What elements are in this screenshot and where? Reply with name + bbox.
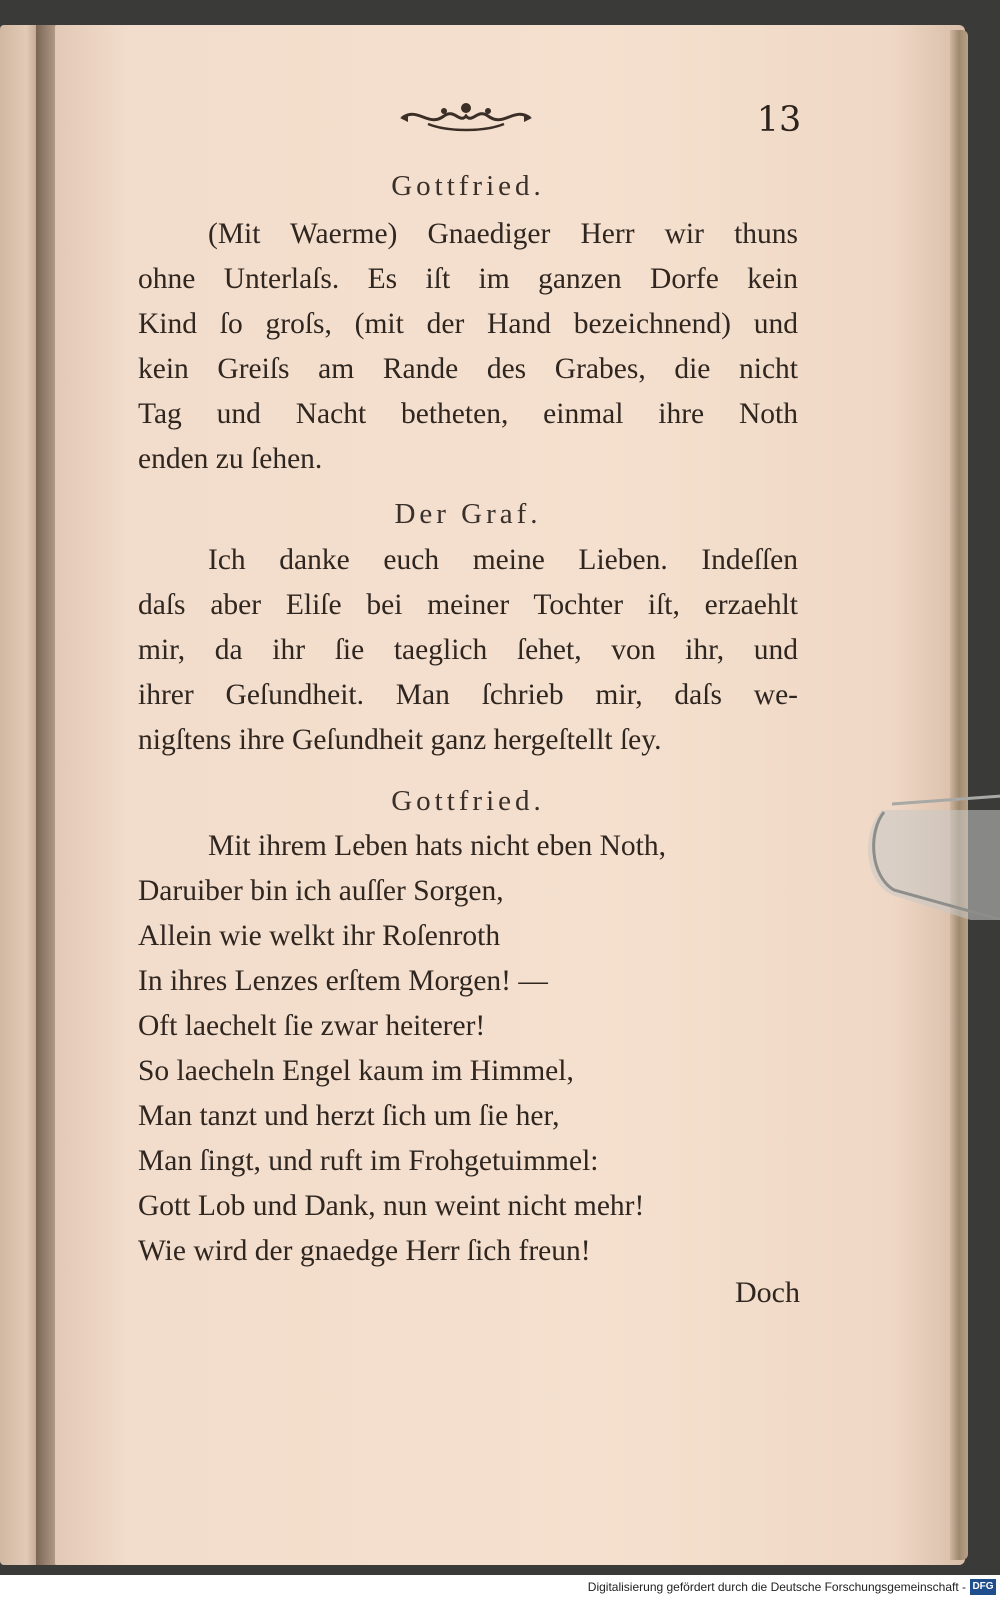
verse-line: So laecheln Engel kaum im Himmel, xyxy=(138,1055,574,1087)
text-line: Ich danke euch meine Lieben. Indeſſen xyxy=(208,544,798,576)
text-line: nigſtens ihre Geſundheit ganz hergeſtellt ſey. xyxy=(138,724,662,756)
text-line: daſs aber Eliſe bei meiner Tochter iſt, erzaehlt xyxy=(138,589,798,621)
text-line: ohne Unterlaſs. Es iſt im ganzen Dorfe kein xyxy=(138,263,798,295)
text-line: (Mit Waerme) Gnaediger Herr wir thuns xyxy=(208,218,798,250)
speaker-heading: Gottfried. xyxy=(391,170,545,202)
verse-line: Mit ihrem Leben hats nicht eben Noth, xyxy=(208,830,666,862)
speaker-heading: Gottfried. xyxy=(391,785,545,817)
page-number: 13 xyxy=(756,100,802,140)
verse-line: Man tanzt und herzt ſich um ſie her, xyxy=(138,1100,560,1132)
dfg-logo: DFG xyxy=(970,1579,996,1595)
verse-line: Man ſingt, und ruft im Frohgetuimmel: xyxy=(138,1145,599,1177)
verse-line: In ihres Lenzes erſtem Morgen! — xyxy=(138,965,548,997)
speaker-heading: Der Graf. xyxy=(394,498,542,530)
page-clip-icon xyxy=(862,790,1000,920)
verse-line: Daruiber bin ich auſſer Sorgen, xyxy=(138,875,504,907)
digitization-credit: Digitalisierung gefördert durch die Deutsche Forschungsgemeinschaft - xyxy=(587,1580,966,1594)
text-line: mir, da ihr ſie taeglich ſehet, von ihr, und xyxy=(138,634,798,666)
catchword: Doch xyxy=(735,1276,800,1309)
text-line: enden zu ſehen. xyxy=(138,443,323,475)
text-line: ihrer Geſundheit. Man ſchrieb mir, daſs we- xyxy=(138,679,798,711)
text-line: Kind ſo groſs, (mit der Hand bezeichnend) und xyxy=(138,308,798,340)
text-line: Tag und Nacht betheten, einmal ihre Noth xyxy=(138,398,798,430)
verse-line: Oft laechelt ſie zwar heiterer! xyxy=(138,1010,486,1042)
verse-line: Wie wird der gnaedge Herr ſich freun! xyxy=(138,1235,591,1267)
text-line: kein Greiſs am Rande des Grabes, die nicht xyxy=(138,353,798,385)
verse-line: Allein wie welkt ihr Roſenroth xyxy=(138,920,501,952)
decorative-vignette-icon xyxy=(398,98,534,136)
verse-line: Gott Lob und Dank, nun weint nicht mehr! xyxy=(138,1190,645,1222)
